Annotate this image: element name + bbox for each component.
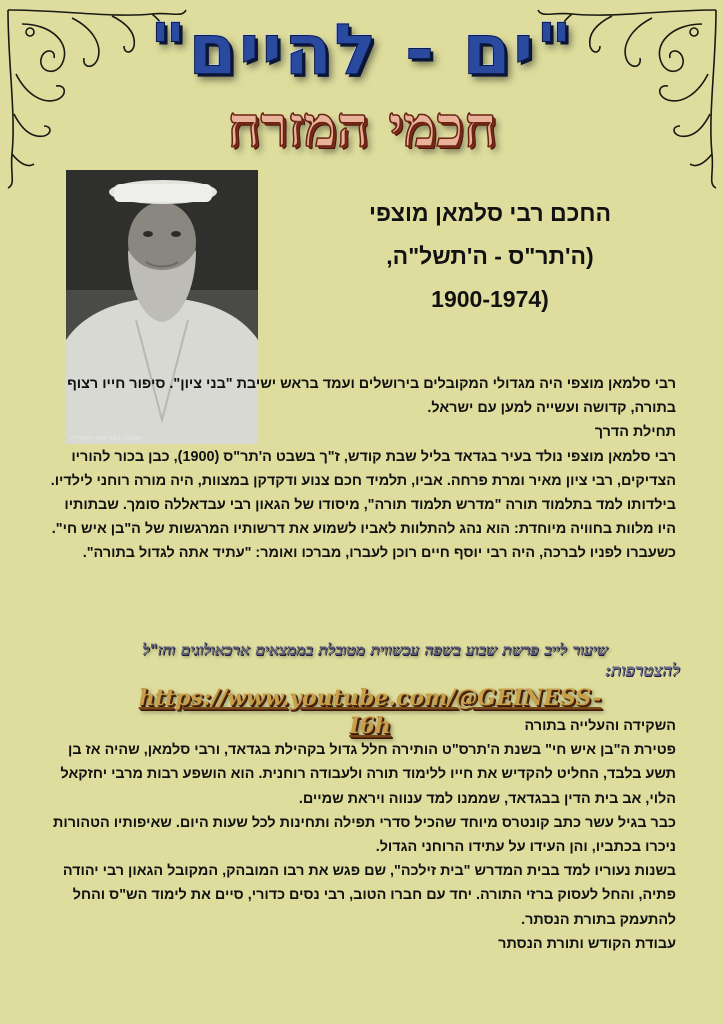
rabbi-years: (1900-1974 [431, 286, 549, 312]
article-paragraph: רבי סלמאן מוצפי נולד בעיר בגדאד בליל שבת קודש, ז"ך בשבט ה'תר"ס (1900), כבן בכור להוריו הצדיקים, רבי ציון מאיר ומרת פרחה. אביו, תלמיד חכם צנוע ודקדקן במצוות, היה מורה רוחני לילדיו. [50, 448, 676, 489]
article-paragraph: רבי סלמאן מוצפי היה מגדולי המקובלים בירושלים ועמד בראש ישיבת "בני ציון". סיפור חייו רצוף בתורה, קדושה ועשייה למען עם ישראל. [67, 376, 676, 417]
article-paragraph: כבר בגיל עשר כתב קונטרס מיוחד שהכיל סדרי תפילה ותחינות לכל שעות היום. שאיפותיו הטהורות ניכרו בכתביו, והן העידו על עתידו הרוחני הגדול. [53, 814, 676, 856]
article-bottom [44, 714, 676, 956]
promo-join-label: להצטרפות: [604, 661, 680, 681]
photo-credit: תמונה באדיבות ויקיפדיה [70, 434, 143, 442]
subtitle: חכמי המזרח [227, 94, 497, 160]
rabbi-name-block [270, 192, 710, 321]
section-heading: תחילת הדרך [594, 424, 676, 441]
rabbi-hebrew-years: (ה'תר"ס - ה'תשל"ה, [386, 243, 594, 269]
youtube-link[interactable]: https://www.youtube.com/@GEINESS-I6h [138, 685, 602, 739]
promo-text: שיעור לייב פרשת שבוע בשפה עכשווית מטובלת בממצאים ארכאולוגים וחז"ל [142, 640, 608, 659]
section-heading: השקידה והעלייה בתורה [524, 718, 676, 734]
article-top [44, 372, 676, 566]
series-title: "ים - להיים" [149, 9, 575, 91]
article-paragraph: פטירת ה"בן איש חי" בשנת ה'תרס"ט הותירה חלל גדול בקהילת בגדאד, ורבי סלמאן, שהיה אז בן תשע בלבד, החליט להקדיש את חייו ללימוד תורה ולעבודה רוחנית. הוא הושפע רבות מרבי יחזקאל הלוי, אב בית הדין בבגדאד, שממנו למד ענווה ויראת שמיים. [60, 742, 676, 807]
article-paragraph: בילדותו למד בתלמוד תורה "מדרש תלמוד תורה", מיסודו של הגאון רבי עבדאללה סומך. שבתותיו היו מלוות בחוויה מיוחדת: הוא נהג להתלוות לאביו לשמוע את דרשותיו המרגשות של ה"בן איש חי". כשעברו לפניו לברכה, היה רבי יוסף חיים רוכן לעברו, מברכו ואומר: "עתיד אתה לגדול בתורה". [51, 497, 676, 562]
section-heading: עבודת הקודש ותורת הנסתר [498, 935, 676, 952]
article-paragraph: בשנות נעוריו למד בבית המדרש "בית זילכה", שם פגש את רבו המובהק, המקובל הגאון רבי יהודה פתיה, והחל לעסוק ברזי התורה. יחד עם חברו הטוב, רבי נסים כדורי, סיים את לימוד הש"ס והחל להתעמק בתורת הנסתר. [62, 863, 676, 928]
rabbi-name: החכם רבי סלמאן מוצפי [369, 200, 611, 226]
